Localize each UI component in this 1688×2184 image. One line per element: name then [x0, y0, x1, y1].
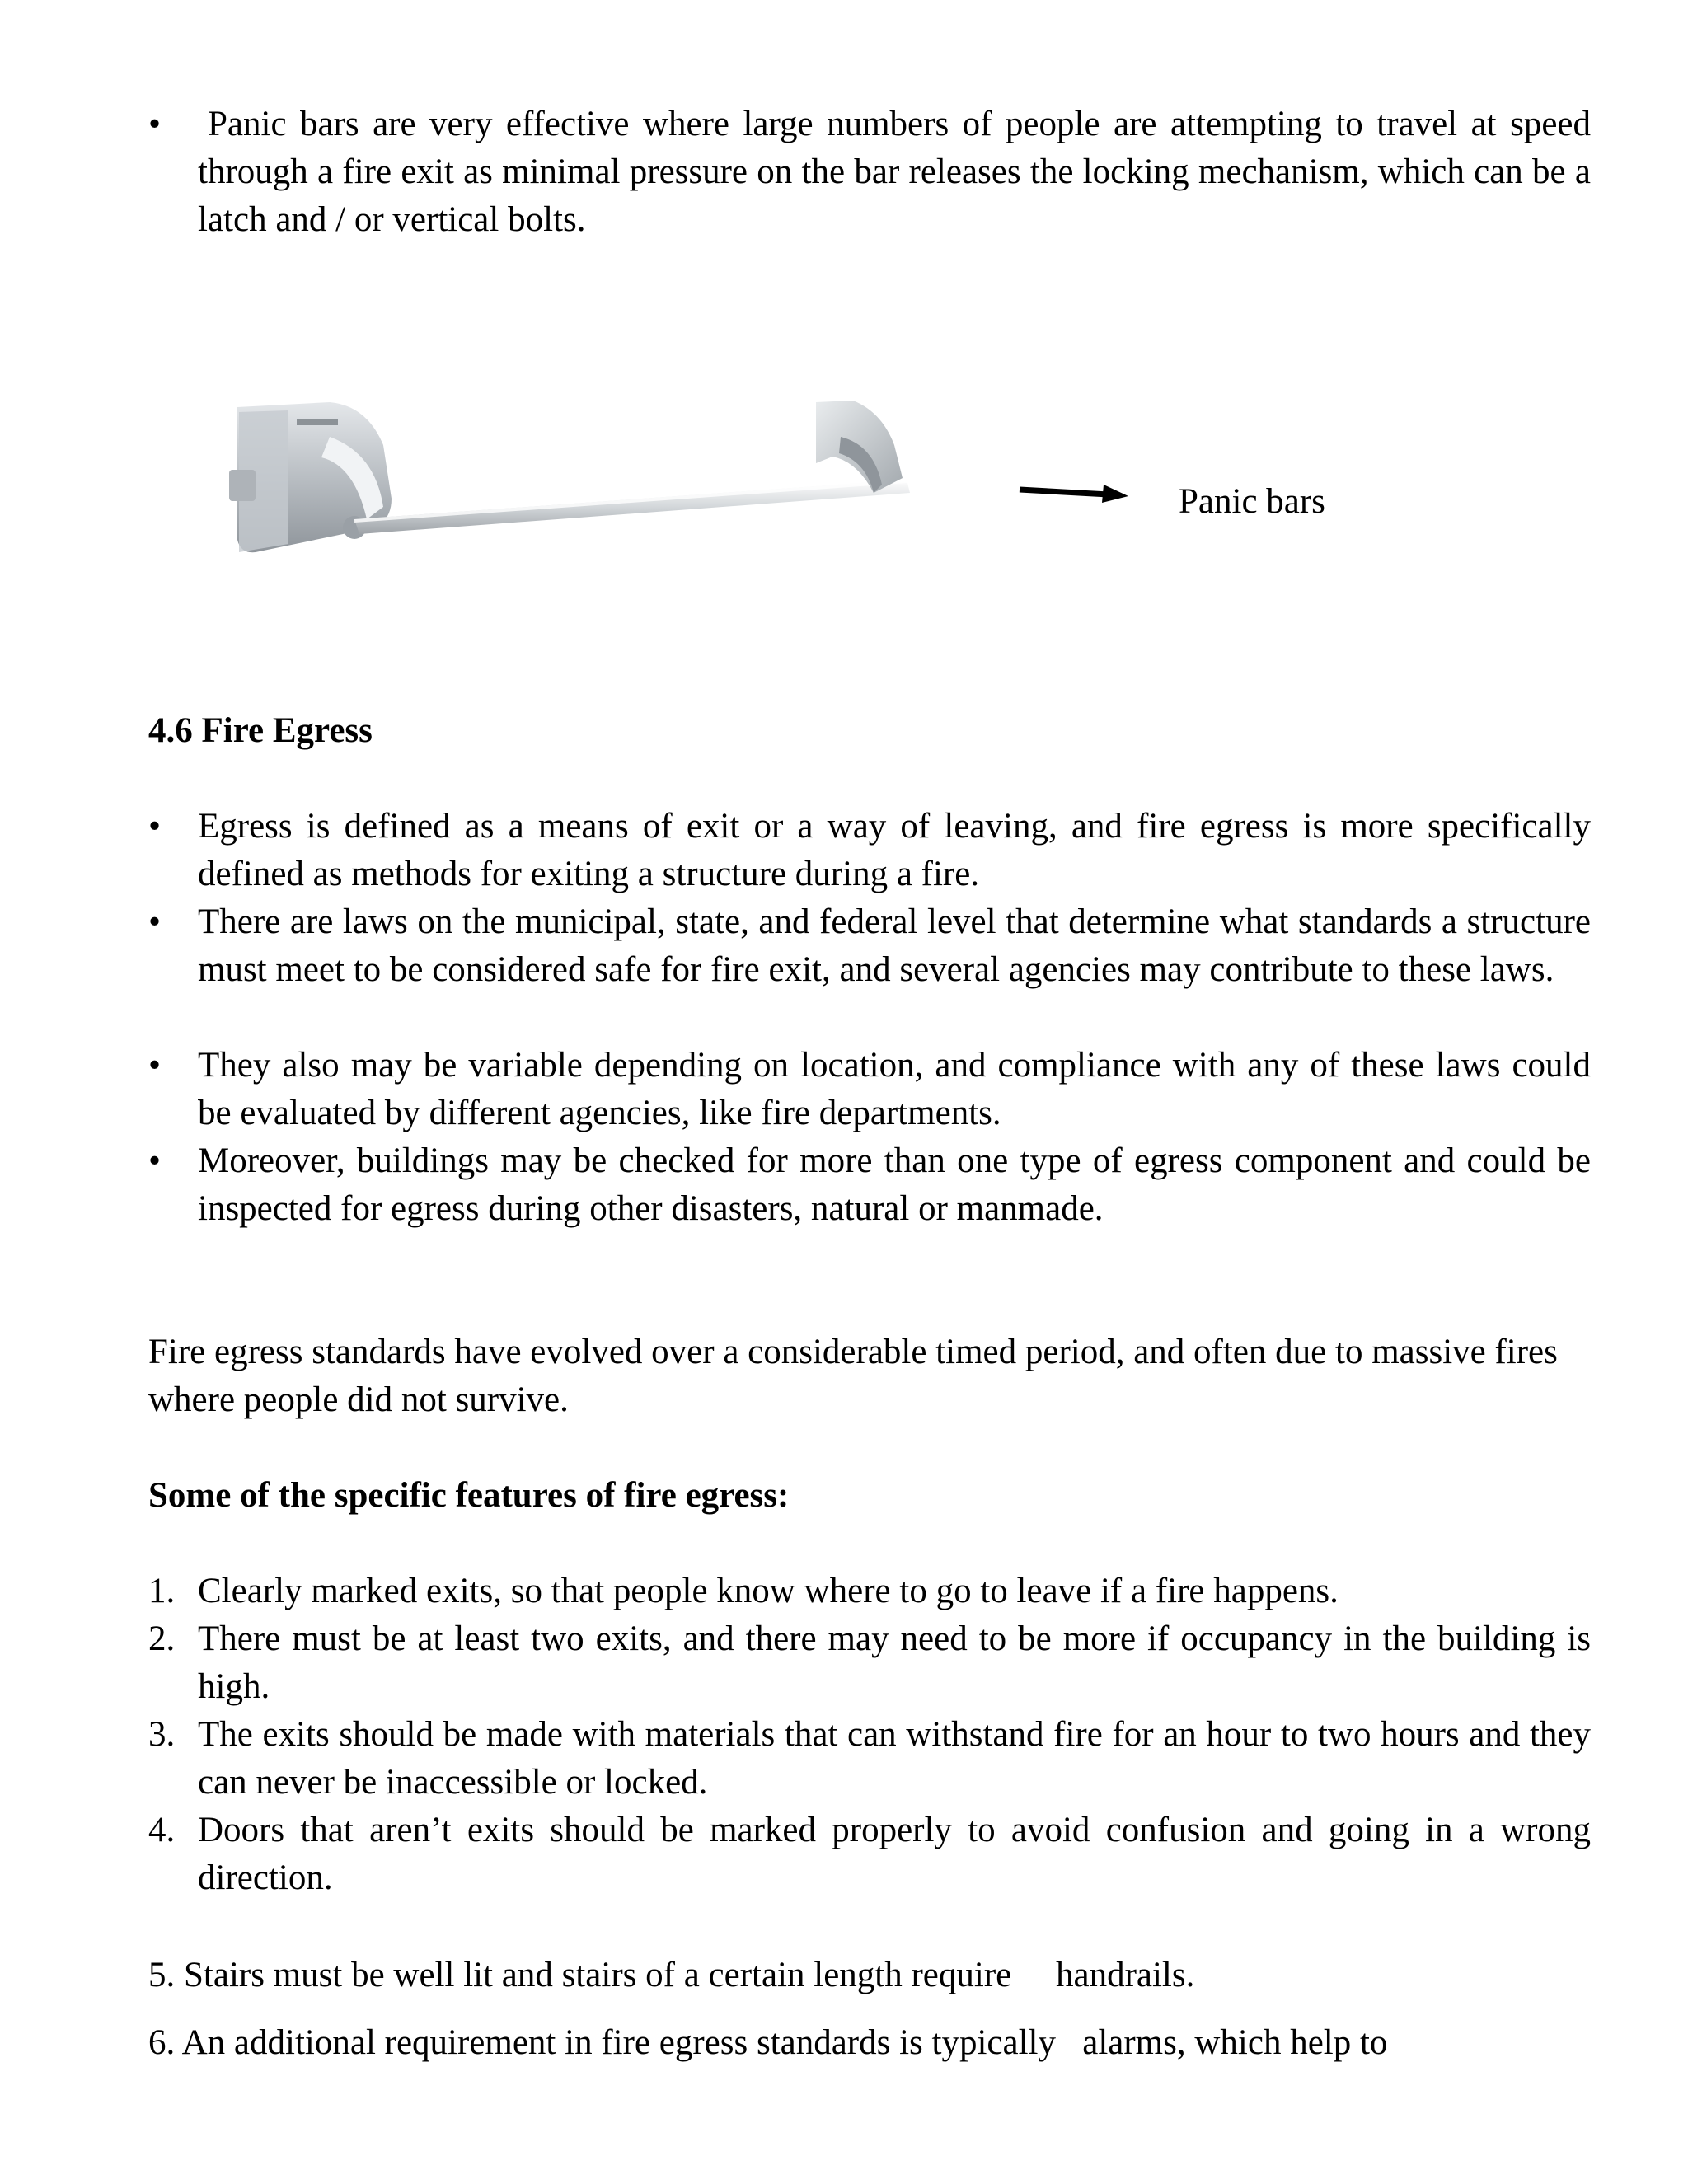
section-heading: 4.6 Fire Egress — [148, 711, 373, 750]
list-item-6: 6. An additional requirement in fire egress standards is typically alarms, which help to — [148, 2023, 1388, 2062]
list-number: 1. — [148, 1572, 176, 1610]
list-item: There must be at least two exits, and there may need to be more if occupancy in the building is high. — [198, 1619, 1591, 1706]
bullet-symbol: • — [148, 105, 162, 143]
panic-bar-hardware-icon — [223, 387, 931, 577]
bullet-symbol: • — [148, 807, 162, 846]
intro-bullet-text: Panic bars are very effective where large numbers of people are attempting to travel at speed through a fire exit as minimal pressure on the bar releases the locking mechanism, which can be a latch and / or vertical bolts. — [198, 105, 1591, 239]
bullet-text: They also may be variable depending on location, and compliance with any of these laws could be evaluated by different agencies, like fire departments. — [198, 1046, 1591, 1132]
right-arrow-icon — [1018, 476, 1129, 509]
list-number: 2. — [148, 1619, 176, 1658]
list-number: 3. — [148, 1715, 176, 1754]
bullet-symbol: • — [148, 902, 162, 941]
list-item: Clearly marked exits, so that people know where to go to leave if a fire happens. — [198, 1572, 1339, 1610]
arrow — [1018, 476, 1129, 509]
list-item: The exits should be made with materials that can withstand fire for an hour to two hours and they can never be inaccessible or locked. — [198, 1715, 1591, 1802]
panic-bar-image — [223, 387, 931, 577]
bullet-symbol: • — [148, 1046, 162, 1085]
list-number: 4. — [148, 1811, 176, 1849]
list-item: Doors that aren’t exits should be marked properly to avoid confusion and going in a wrong direction. — [198, 1811, 1591, 1897]
figure-caption: Panic bars — [1179, 482, 1325, 521]
bullet-text: There are laws on the municipal, state, and federal level that determine what standards a structure must meet to be considered safe for fire exit, and several agencies may contribute to these laws. — [198, 902, 1591, 989]
list-item-5: 5. Stairs must be well lit and stairs of a certain length require handrails. — [148, 1956, 1195, 1994]
bullet-symbol: • — [148, 1141, 162, 1180]
bullet-text: Moreover, buildings may be checked for more than one type of egress component and could be inspected for egress during other disasters, natural or manmade. — [198, 1141, 1591, 1228]
bullet-text: Egress is defined as a means of exit or a way of leaving, and fire egress is more specifically defined as methods for exiting a structure during a fire. — [198, 807, 1591, 893]
subheading: Some of the specific features of fire egress: — [148, 1476, 790, 1515]
body-paragraph: Fire egress standards have evolved over a considerable timed period, and often due to massive fires where people did not survive. — [148, 1333, 1558, 1419]
